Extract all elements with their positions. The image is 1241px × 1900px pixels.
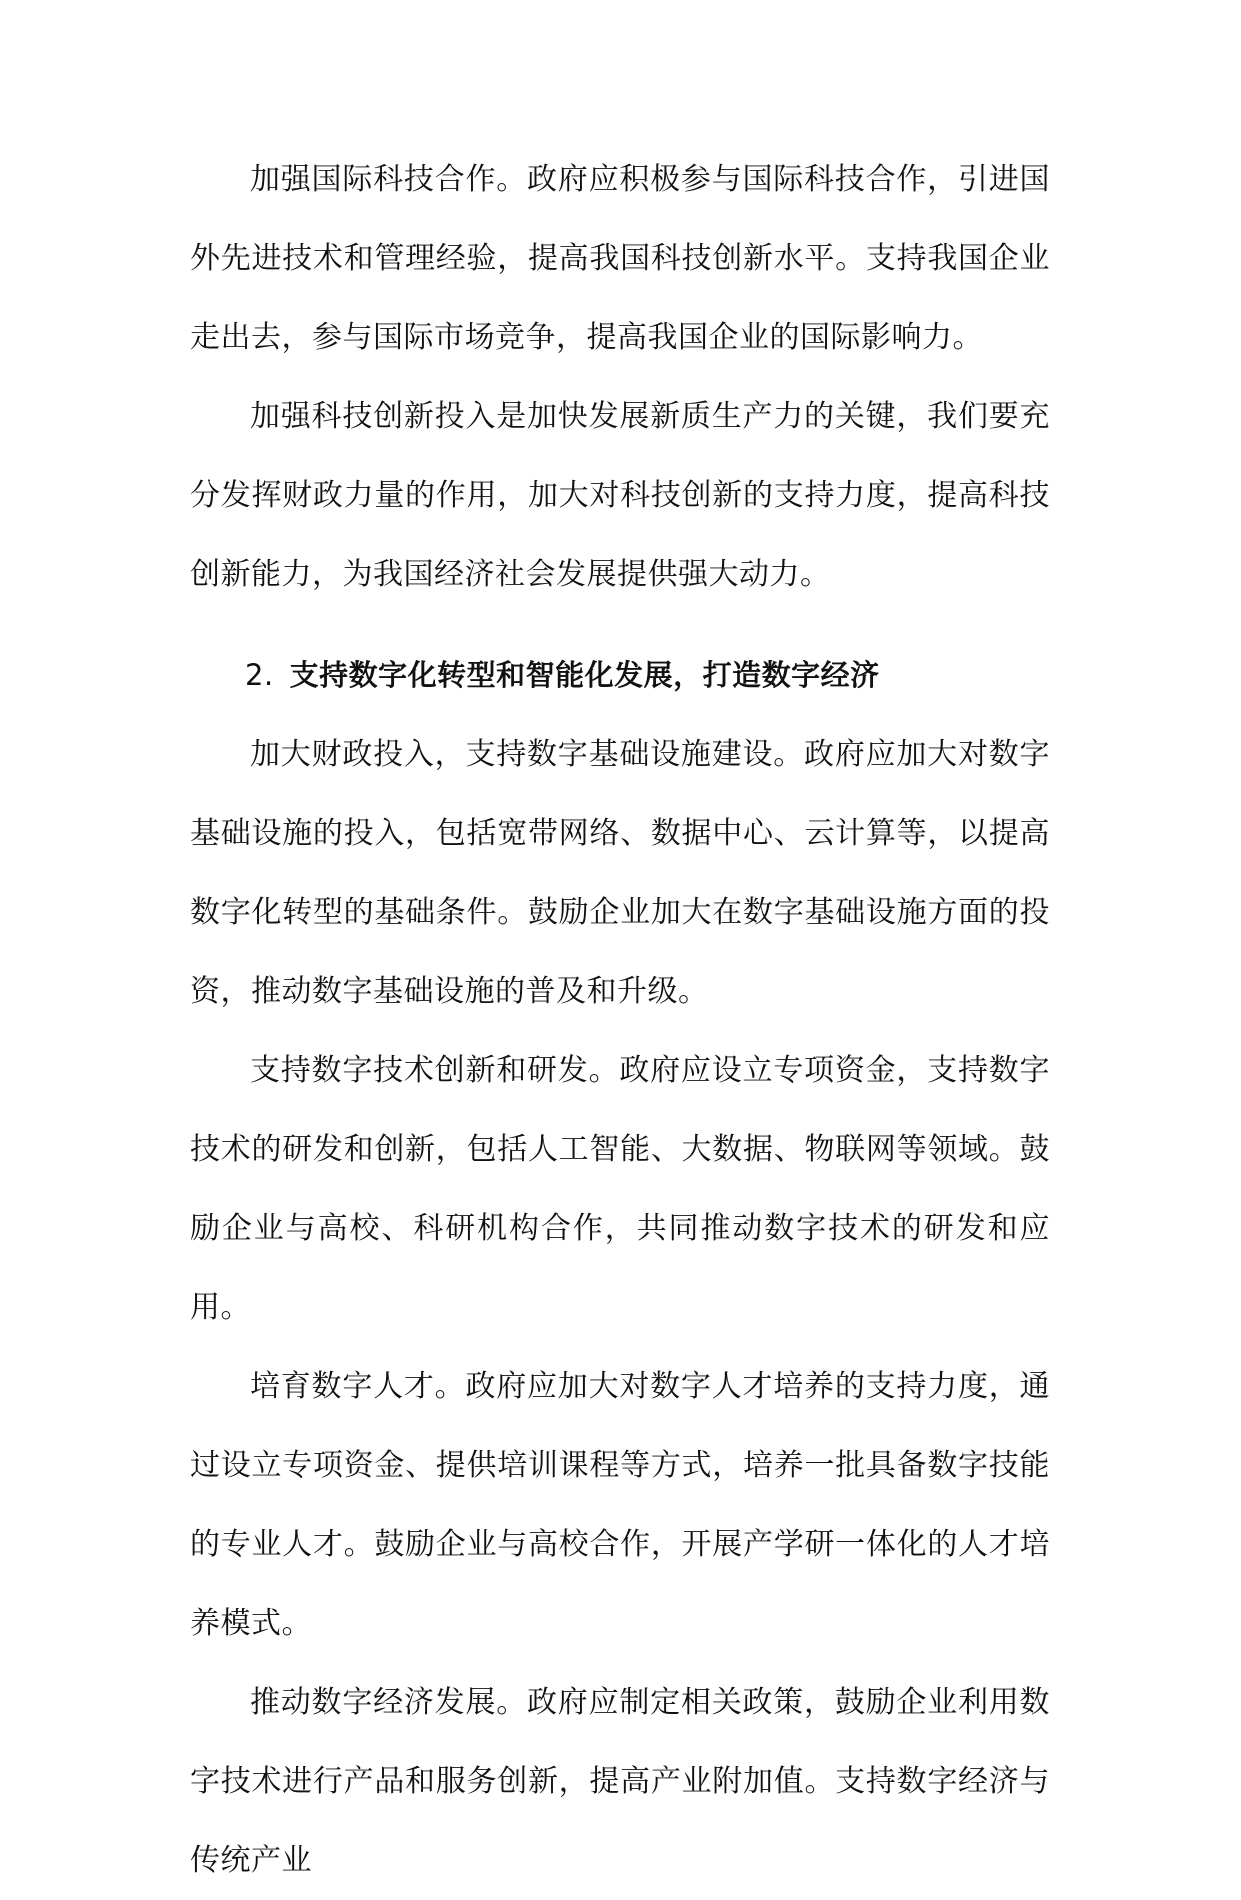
section-number: 2.: [245, 658, 274, 692]
paragraph-digital-economy: 推动数字经济发展。政府应制定相关政策，鼓励企业利用数字技术进行产品和服务创新，提高产业附加值。支持数字经济与传统产业: [190, 1685, 1050, 1878]
paragraph-innovation-investment: 加强科技创新投入是加快发展新质生产力的关键，我们要充分发挥财政力量的作用，加大对科技创新的支持力度，提高科技创新能力，为我国经济社会发展提供强大动力。: [190, 399, 1050, 592]
section-heading: [190, 636, 1050, 715]
paragraph-digital-talent: 培育数字人才。政府应加大对数字人才培养的支持力度，通过设立专项资金、提供培训课程等方式，培养一批具备数字技能的专业人才。鼓励企业与高校合作，开展产学研一体化的人才培养模式。: [190, 1369, 1050, 1641]
paragraph-digital-infrastructure: 加大财政投入，支持数字基础设施建设。政府应加大对数字基础设施的投入，包括宽带网络、数据中心、云计算等，以提高数字化转型的基础条件。鼓励企业加大在数字基础设施方面的投资，推动数字基础设施的普及和升级。: [190, 737, 1050, 1009]
paragraph-international-cooperation: 加强国际科技合作。政府应积极参与国际科技合作，引进国外先进技术和管理经验，提高我国科技创新水平。支持我国企业走出去，参与国际市场竞争，提高我国企业的国际影响力。: [190, 162, 1050, 355]
paragraph-digital-rnd: 支持数字技术创新和研发。政府应设立专项资金，支持数字技术的研发和创新，包括人工智能、大数据、物联网等领域。鼓励企业与高校、科研机构合作，共同推动数字技术的研发和应用。: [190, 1053, 1050, 1325]
document-body: [190, 140, 1050, 1900]
section-title: 支持数字化转型和智能化发展，打造数字经济: [289, 658, 880, 692]
